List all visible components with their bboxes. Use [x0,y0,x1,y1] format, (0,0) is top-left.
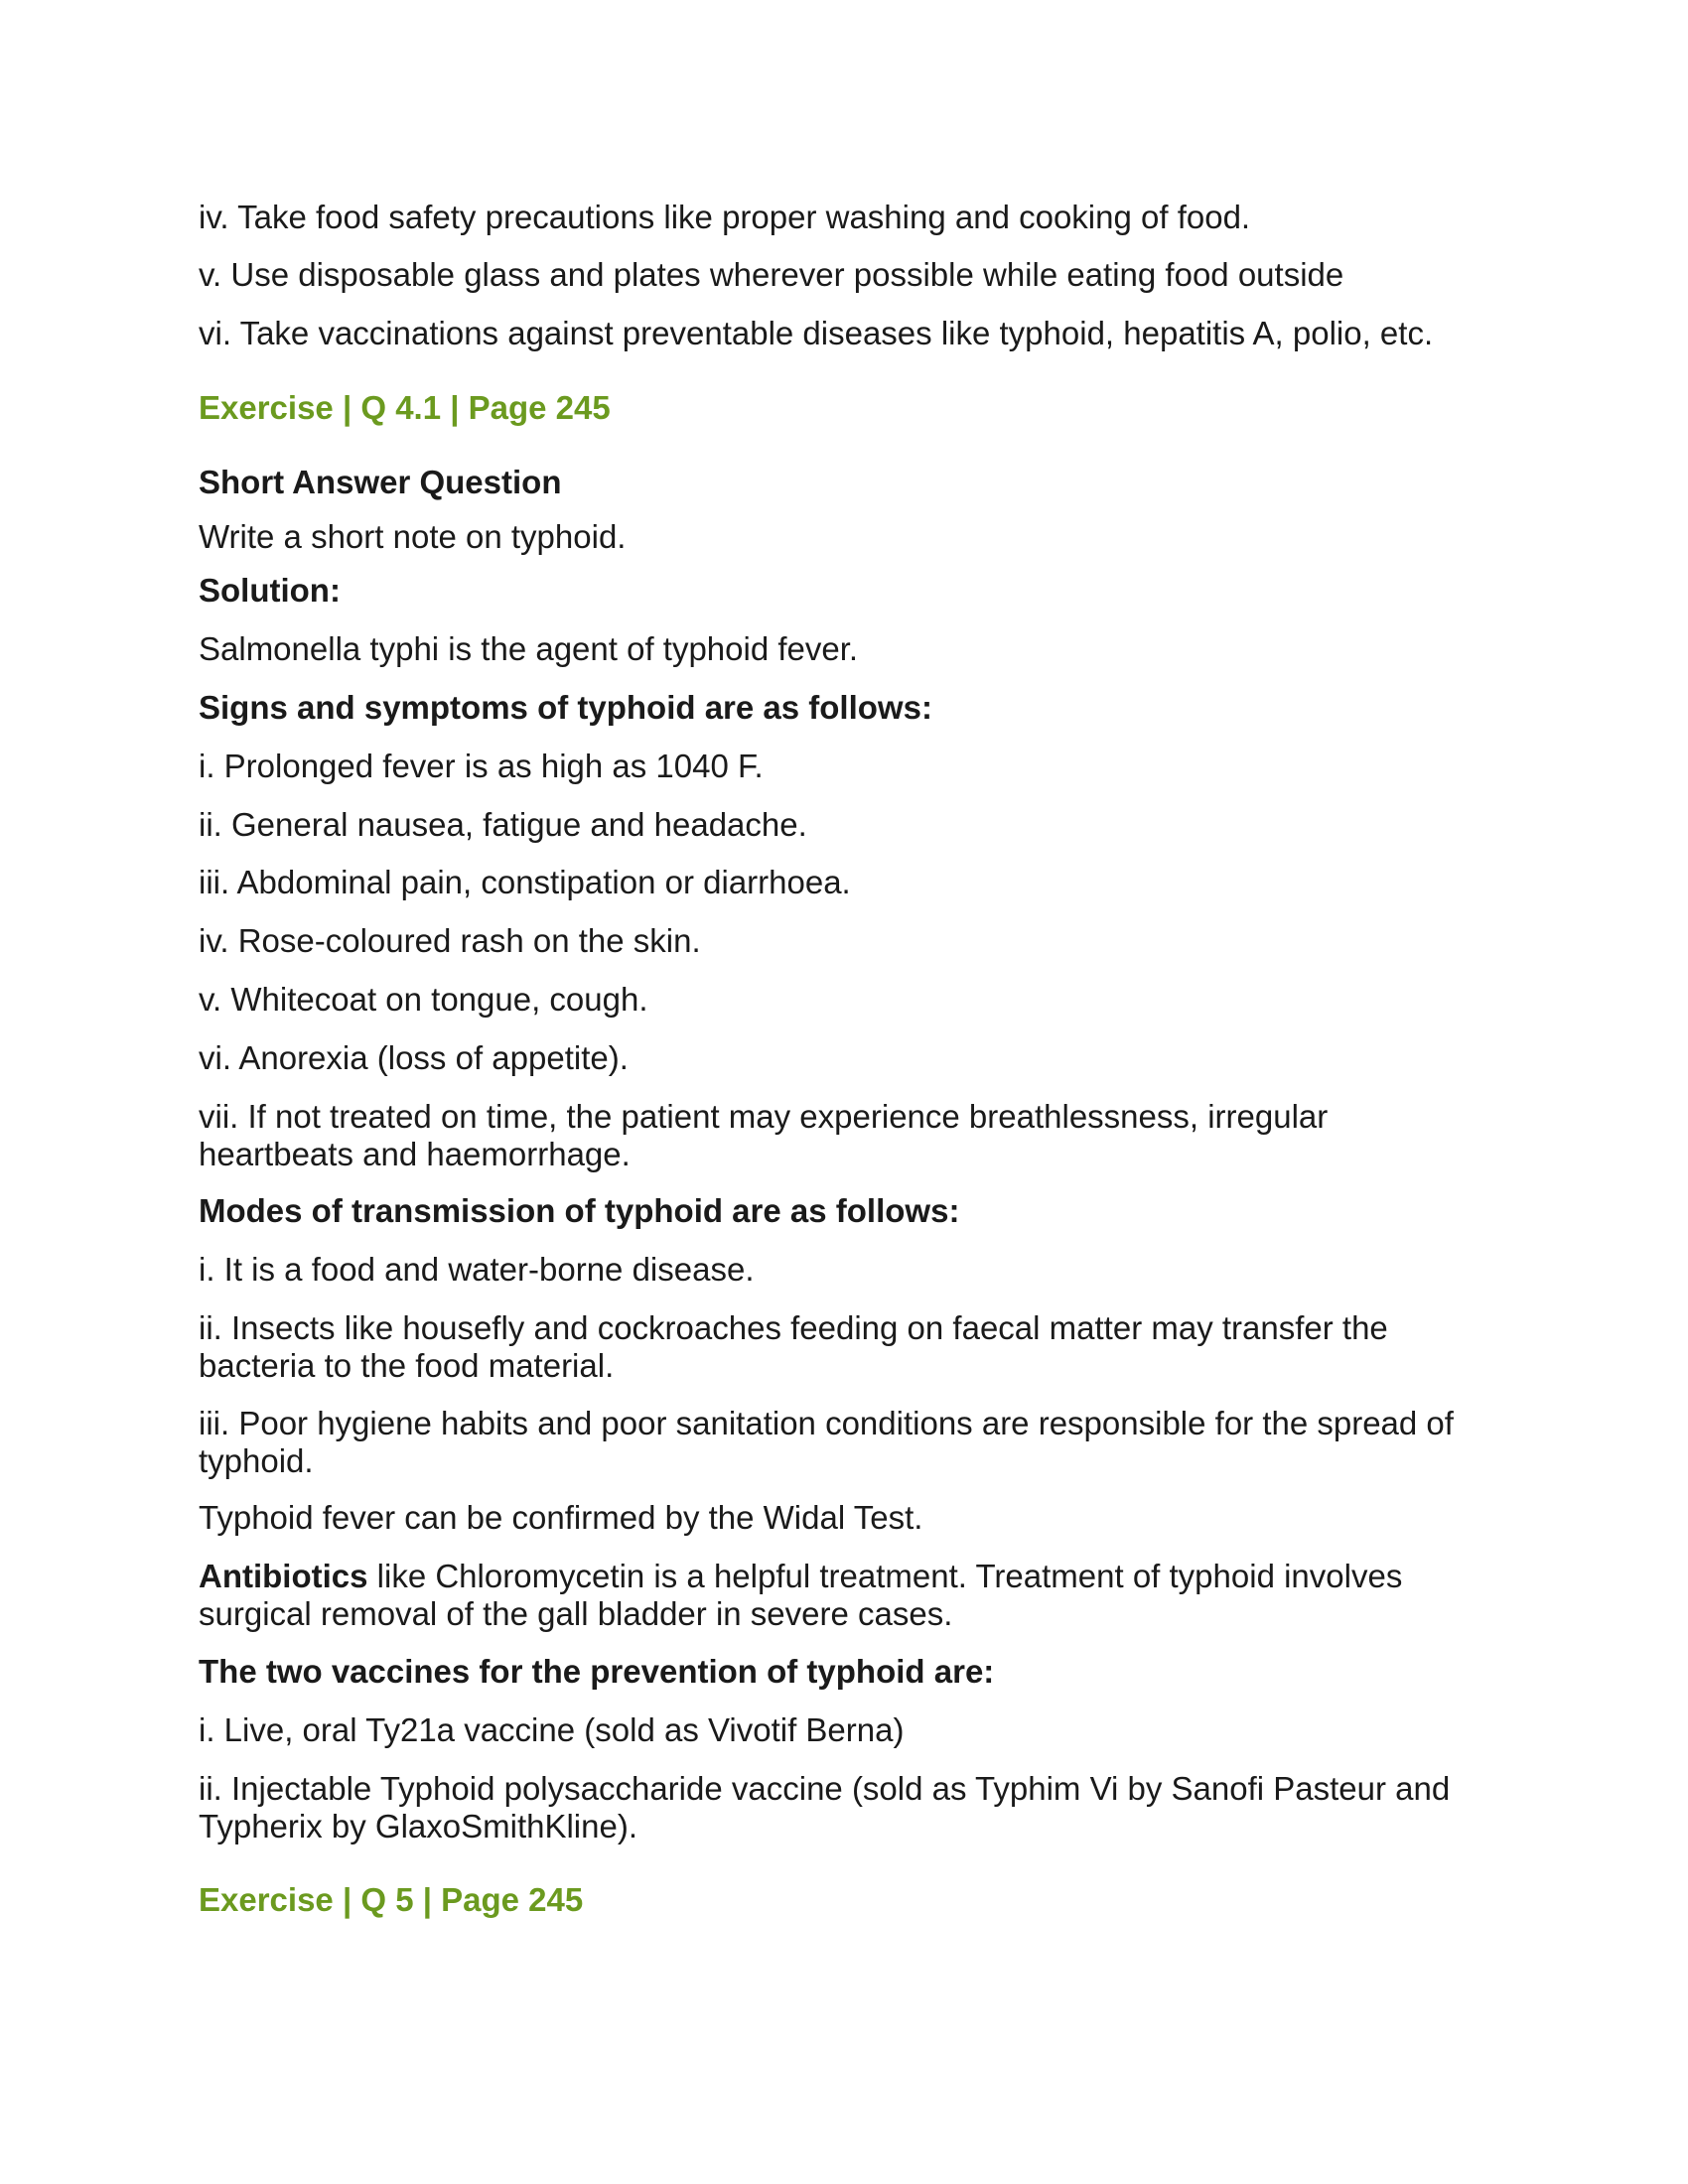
list-item: ii. Injectable Typhoid polysaccharide vaccine (sold as Typhim Vi by Sanofi Pasteur and Typherix by GlaxoSmithKline). [199,1770,1451,1844]
antibiotics-rest: like Chloromycetin is a helpful treatment. Treatment of typhoid involves surgical removal of the gall bladder in severe cases. [199,1558,1403,1632]
list-item: i. Prolonged fever is as high as 1040 F. [199,748,764,784]
vaccines-heading: The two vaccines for the prevention of typhoid are: [199,1653,995,1690]
list-item: iv. Take food safety precautions like proper washing and cooking of food. [199,199,1251,235]
list-item: vi. Anorexia (loss of appetite). [199,1039,629,1076]
solution-label: Solution: [199,572,341,609]
exercise-heading: Exercise | Q 5 | Page 245 [199,1881,584,1918]
question-text: Write a short note on typhoid. [199,518,627,555]
antibiotics-bold: Antibiotics [199,1558,368,1594]
exercise-heading: Exercise | Q 4.1 | Page 245 [199,389,611,426]
list-item: iii. Poor hygiene habits and poor sanitation conditions are responsible for the spread of typhoid. [199,1405,1454,1479]
list-item: i. Live, oral Ty21a vaccine (sold as Vivotif Berna) [199,1711,905,1748]
list-item: vi. Take vaccinations against preventable diseases like typhoid, hepatitis A, polio, etc. [199,315,1434,351]
list-item: iii. Abdominal pain, constipation or diarrhoea. [199,864,851,900]
list-item: iv. Rose-coloured rash on the skin. [199,922,701,959]
question-type: Short Answer Question [199,464,562,500]
list-item: vii. If not treated on time, the patient may experience breathlessness, irregular heartbeats and haemorrhage. [199,1098,1329,1172]
list-item: v. Whitecoat on tongue, cough. [199,981,648,1018]
list-item: i. It is a food and water-borne disease. [199,1251,755,1288]
agent-text: Salmonella typhi is the agent of typhoid fever. [199,630,859,667]
list-item: ii. Insects like housefly and cockroaches feeding on faecal matter may transfer the bacteria to the food material. [199,1309,1388,1384]
transmission-heading: Modes of transmission of typhoid are as follows: [199,1192,960,1229]
list-item: v. Use disposable glass and plates wherever possible while eating food outside [199,256,1344,293]
symptoms-heading: Signs and symptoms of typhoid are as follows: [199,689,932,726]
antibiotics-paragraph [199,1558,1430,1633]
list-item: ii. General nausea, fatigue and headache. [199,806,807,843]
widal-text: Typhoid fever can be confirmed by the Widal Test. [199,1499,923,1536]
